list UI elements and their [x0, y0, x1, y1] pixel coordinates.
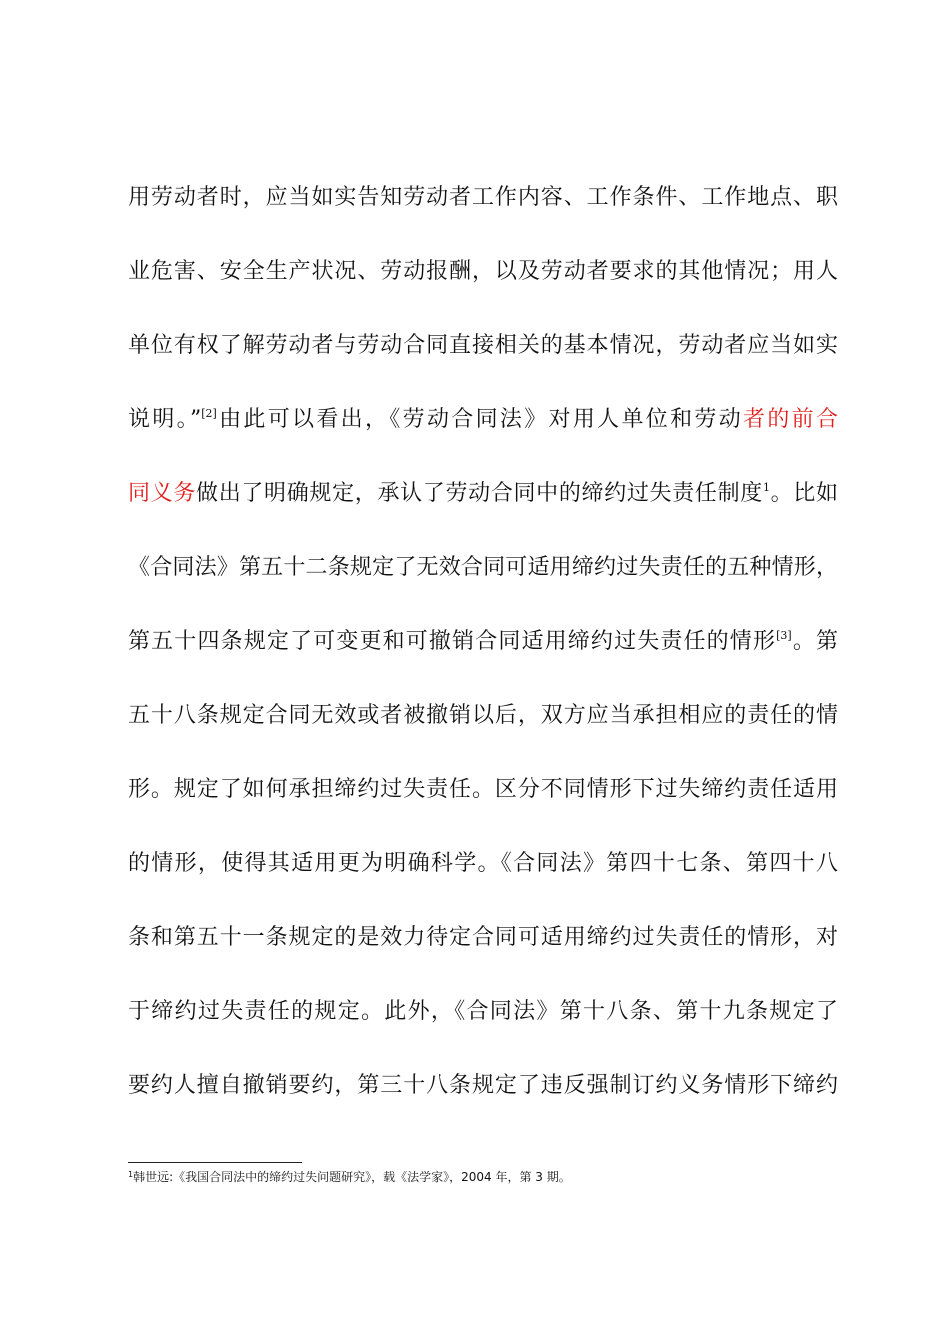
text-line-4 — [128, 397, 838, 471]
text-line-12 — [128, 989, 838, 1063]
text-line-5 — [128, 471, 838, 545]
footnote-ref-1[interactable]: 1 — [762, 481, 770, 494]
line-text: 。第 — [791, 629, 838, 654]
footnote-text: 韩世远:《我国合同法中的缔约过失问题研究》，载《法学家》，2004 年，第 3 期。 — [133, 1170, 571, 1184]
line-text: 的情形，使得其适用更为明确科学。《合同法》第四十七条、第四十八 — [128, 851, 838, 876]
footnote-separator — [128, 1162, 302, 1163]
line-text: 五十八条规定合同无效或者被撤销以后，双方应当承担相应的责任的情 — [128, 703, 838, 728]
text-line-7 — [128, 619, 838, 693]
text-line-11 — [128, 915, 838, 989]
highlighted-text: 者的前合 — [743, 407, 838, 432]
line-text: 用劳动者时，应当如实告知劳动者工作内容、工作条件、工作地点、职 — [128, 185, 838, 210]
line-text: 要约人擅自撤销要约，第三十八条规定了违反强制订约义务情形下缔约 — [128, 1073, 838, 1098]
text-line-1 — [128, 175, 838, 249]
text-line-2 — [128, 249, 838, 323]
line-text: 由此可以看出，《劳动合同法》对用人单位和劳动 — [216, 407, 744, 432]
citation-ref-2[interactable]: [2] — [201, 407, 217, 420]
text-line-10 — [128, 841, 838, 915]
line-text: 做出了明确规定，承认了劳动合同中的缔约过失责任制度 — [196, 481, 763, 506]
line-text: 说明。” — [128, 407, 202, 432]
text-line-13 — [128, 1063, 838, 1137]
body-text — [128, 175, 838, 1137]
line-text: 。比如 — [769, 481, 838, 506]
line-text: 形。规定了如何承担缔约过失责任。区分不同情形下过失缔约责任适用 — [128, 777, 838, 802]
footnote-marker: 1 — [128, 1170, 134, 1179]
line-text: 单位有权了解劳动者与劳动合同直接相关的基本情况，劳动者应当如实 — [128, 333, 838, 358]
citation-ref-3[interactable]: [3] — [776, 629, 792, 642]
line-text: 条和第五十一条规定的是效力待定合同可适用缔约过失责任的情形，对 — [128, 925, 838, 950]
text-line-3 — [128, 323, 838, 397]
highlighted-text: 同义务 — [128, 481, 197, 506]
line-text: 《合同法》第五十二条规定了无效合同可适用缔约过失责任的五种情形， — [128, 555, 838, 580]
text-line-9 — [128, 767, 838, 841]
text-line-8 — [128, 693, 838, 767]
text-line-6 — [128, 545, 838, 619]
footnote — [128, 1168, 571, 1186]
line-text: 第五十四条规定了可变更和可撤销合同适用缔约过失责任的情形 — [128, 629, 777, 654]
line-text: 业危害、安全生产状况、劳动报酬，以及劳动者要求的其他情况；用人 — [128, 259, 838, 284]
line-text: 于缔约过失责任的规定。此外，《合同法》第十八条、第十九条规定了 — [128, 999, 838, 1024]
